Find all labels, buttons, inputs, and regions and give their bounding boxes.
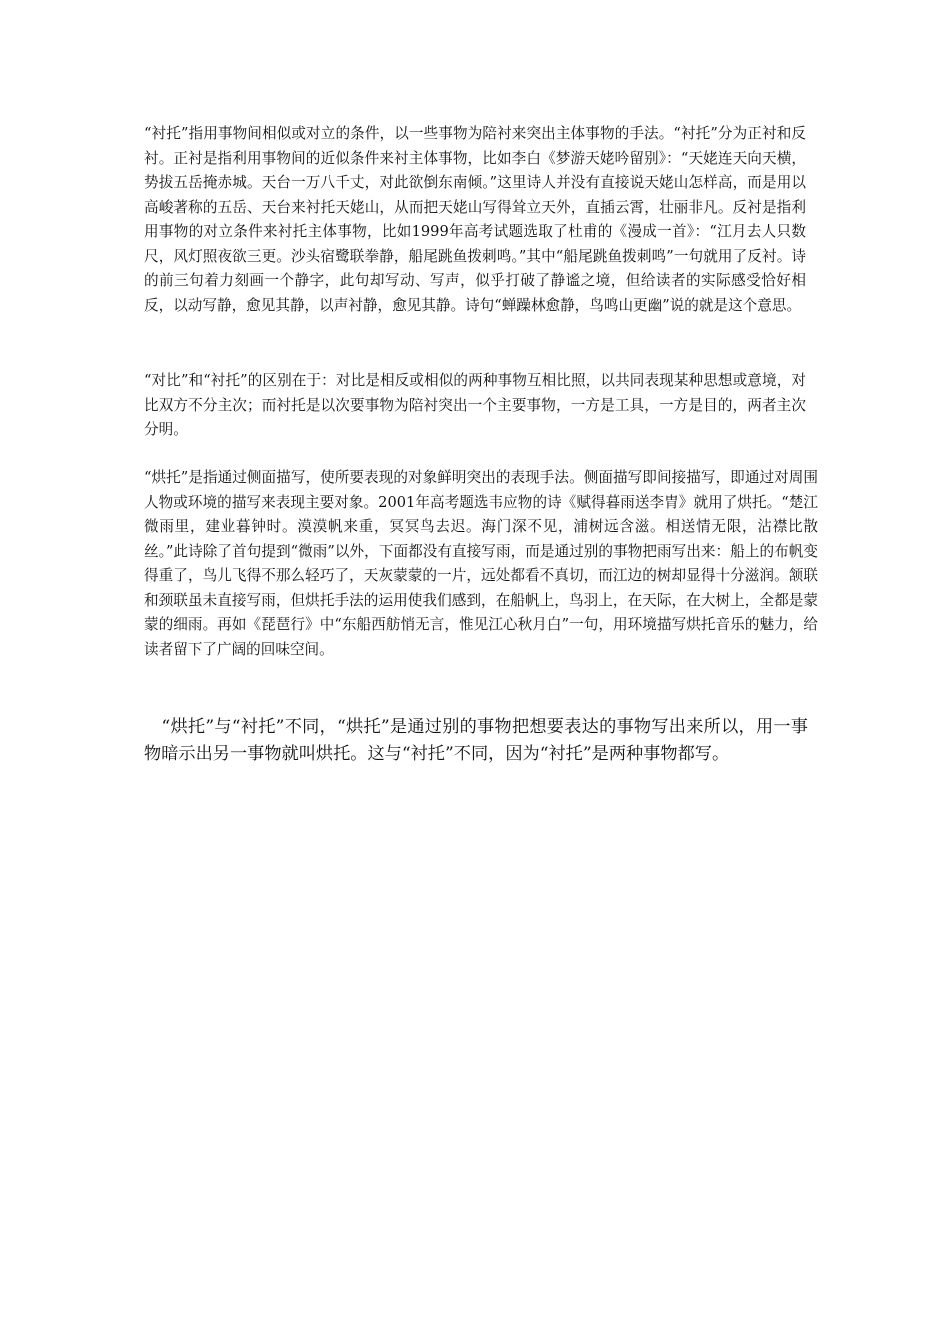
paragraph-foil-definition: “烘托”是指通过侧面描写，使所要表现的对象鲜明突出的表现手法。侧面描写即间接描写，即通过对周围人物或环境的描写来表现主要对象。2001年高考题选韦应物的诗《赋得暮雨送李胄》就用了烘托。“楚江微雨里，建业暮钟时。漠漠帆来重，冥冥鸟去迟。海门深不见，浦树远含滋。相送情无限，沾襟比散丝。”此诗除了首句提到“微雨”以外，下面都没有直接写雨，而是通过别的事物把雨写出来：船上的布帆变得重了，鸟儿飞得不那么轻巧了，天灰蒙蒙的一片，远处都看不真切，而江边的树却显得十分滋润。颔联和颈联虽未直接写雨，但烘托手法的运用使我们感到，在船帆上，鸟羽上，在天际，在大树上，全都是蒙蒙的细雨。再如《琵琶行》中“东船西舫悄无言，惟见江心秋月白”一句，用环境描写烘托音乐的魅力，给读者留下了广阔的回味空间。	[144, 469, 818, 658]
paragraph-foil-vs-contrast: “烘托”与“衬托”不同，“烘托”是通过别的事物把想要表达的事物写出来所以，用一事物暗示出另一事物就叫烘托。这与“衬托”不同，因为“衬托”是两种事物都写。	[144, 717, 808, 764]
paragraph-contrast-definition: “衬托”指用事物间相似或对立的条件，以一些事物为陪衬来突出主体事物的手法。“衬托”分为正衬和反衬。正衬是指利用事物间的近似条件来衬主体事物，比如李白《梦游天姥吟留别》：“天姥连天向天横，势拔五岳掩赤城。天台一万八千丈，对此欲倒东南倾。”这里诗人并没有直接说天姥山怎样高，而是用以高峻著称的五岳、天台来衬托天姥山，从而把天姥山写得耸立天外，直插云霄，壮丽非凡。反衬是指利用事物的对立条件来衬托主体事物，比如1999年高考试题选取了杜甫的《漫成一首》：“江月去人只数尺，风灯照夜欲三更。沙头宿鹭联拳静，船尾跳鱼拨刺鸣。”其中“船尾跳鱼拨刺鸣”一句就用了反衬。诗的前三句着力刻画一个静字，此句却写动、写声，似乎打破了静谧之境，但给读者的实际感受恰好相反，以动写静，愈见其静，以声衬静，愈见其静。诗句“蝉躁林愈静，鸟鸣山更幽”说的就是这个意思。	[144, 125, 806, 314]
paragraph-comparison-vs-contrast: “对比”和“衬托”的区别在于：对比是相反或相似的两种事物互相比照，以共同表现某种思想或意境，对比双方不分主次；而衬托是以次要事物为陪衬突出一个主要事物，一方是工具，一方是目的，两者主次分明。	[144, 372, 806, 438]
